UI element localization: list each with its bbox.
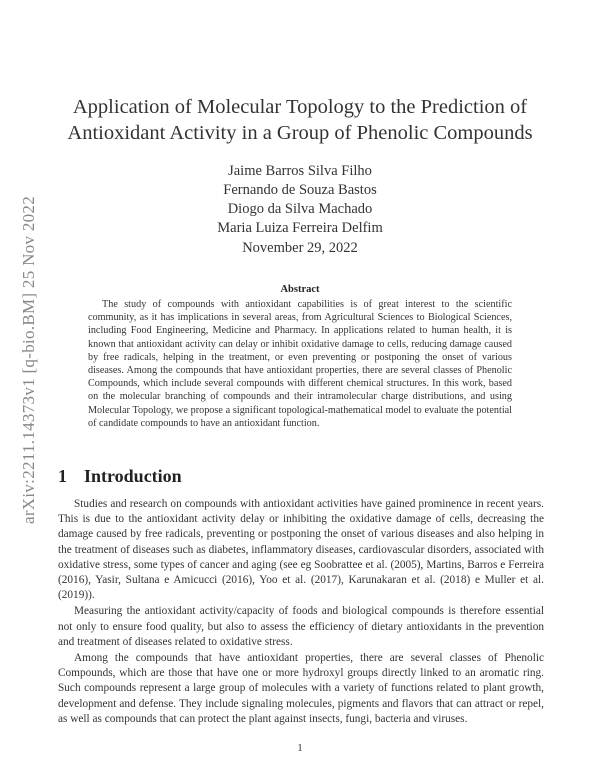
author-list [100, 162, 500, 238]
section-title: Introduction [84, 466, 182, 486]
paper-title: Application of Molecular Topology to the Prediction of Antioxidant Activity in a Group of Phenolic Compounds [67, 96, 533, 144]
abstract-text: The study of compounds with antioxidant capabilities is of great interest to the scientific community, as it has implications in several areas, from Agricultural Sciences to Biological Sciences, including Food Engineering, Medicine and Pharmacy. In applications related to human health, it is known that antioxidant activity can delay or inhibit oxidative damage to cells, reducing damage caused by free radicals, helping in the treatment, or even preventing or postponing the onset of various diseases. Among the compounds that have antioxidant properties, there are several classes of Phenolic Compounds, which include several compounds with different chemical structures. In this work, based on the molecular branching of compounds and their intramolecular charge distributions, and using Molecular Topology, we propose a significant topological-mathematical model to evaluate the potential of candidate compounds to have an antioxidant function. [88, 299, 512, 429]
body-paragraph: Studies and research on compounds with antioxidant activities have gained prominence in recent years. This is due to the antioxidant activity delay or inhibiting the oxidative damage of cells, decreasing the damage caused by free radicals, preventing or postponing the onset of various diseases and also helping in the treatment of diseases such as diabetes, inflammatory diseases, cardiovascular disorders, associated with oxidative stress, some types of cancer and aging (see eg Soobrattee et al. (2005), Martins, Barros e Ferreira (2016), Yasir, Sultana e Amicucci (2016), Yoo et al. (2017), Karunakaran et al. (2018) e Muller et al. (2019)). [58, 498, 544, 602]
author-name: Diogo da Silva Machado [227, 201, 373, 217]
arxiv-identifier [14, 170, 44, 550]
abstract-heading: Abstract [280, 284, 320, 295]
body-paragraph: Measuring the antioxidant activity/capacity of foods and biological compounds is therefore essential not only to ensure food quality, but also to assess the efficiency of dietary antioxidants in the prevention and treatment of diseases related to oxidative stress. [58, 605, 544, 648]
arxiv-identifier-text: arXiv:2211.14373v1 [q-bio.BM] 25 Nov 2022 [19, 195, 38, 525]
section-heading [58, 466, 538, 487]
body-paragraph: Among the compounds that have antioxidant properties, there are several classes of Phenolic Compounds, which are those that have one or more hydroxyl groups directly linked to an aromatic ring. Such compounds represent a large group of molecules with a variety of functions related to plant growth, development and defense. They include signaling molecules, pigments and flavors that can attract or repel, as well as compounds that can protect the plant against insects, fungi, bacteria and viruses. [58, 652, 544, 725]
author-name: Jaime Barros Silva Filho [228, 163, 372, 179]
section-body [58, 497, 544, 728]
page-number: 1 [297, 742, 303, 754]
author-name: Fernando de Souza Bastos [223, 182, 377, 198]
publication-date: November 29, 2022 [242, 240, 358, 256]
author-name: Maria Luiza Ferreira Delfim [217, 220, 383, 236]
section-number: 1 [58, 466, 67, 486]
